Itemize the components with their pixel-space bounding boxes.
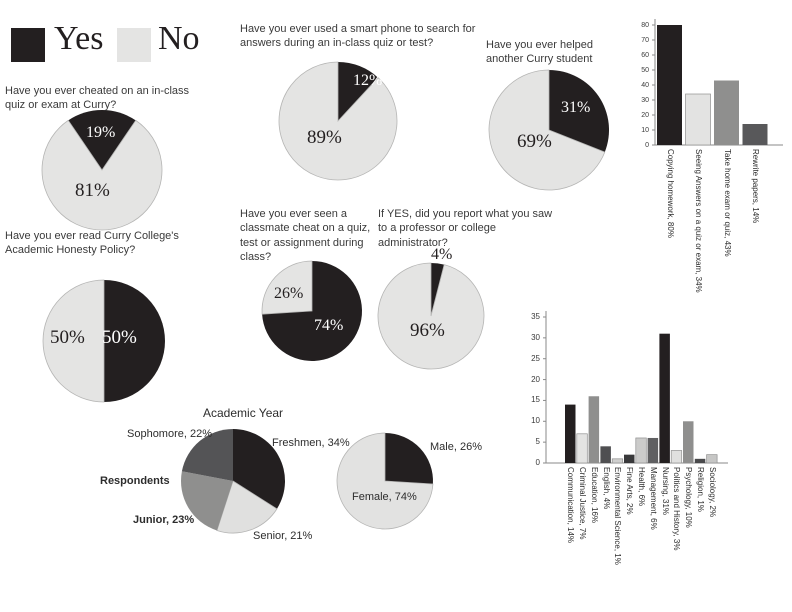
- x-category-label-majors: English, 4%: [601, 467, 611, 510]
- chart-title-seen-cheating: Have you ever seen a classmate cheat on a quiz, test or assignment during class?: [240, 208, 371, 263]
- x-category-label-cheating-methods: Rewrite papers, 14%: [751, 149, 760, 224]
- x-category-label-majors: Management, 6%: [648, 467, 658, 530]
- pie-label-helped-yes: 31%: [561, 99, 591, 116]
- pie-slice-gender-male: [385, 433, 433, 484]
- bar-majors-8: [659, 334, 670, 463]
- y-tick-label-cheating-methods: 60: [641, 51, 649, 59]
- bar-cheating-methods-0: [657, 25, 682, 145]
- chart-title-cheated: Have you ever cheated on an in-class quiz or exam at Curry?: [5, 85, 190, 112]
- legend-yes-swatch: [11, 28, 45, 62]
- y-tick-label-cheating-methods: 0: [645, 141, 649, 149]
- academic-year-title: Academic Year: [203, 406, 284, 420]
- pie-label-reported-yes: 4%: [431, 246, 453, 263]
- y-tick-label-majors: 30: [531, 332, 540, 342]
- y-tick-label-cheating-methods: 30: [641, 96, 649, 104]
- x-category-label-majors: Religion, 1%: [696, 467, 706, 512]
- bar-majors-0: [565, 405, 576, 463]
- chart-title-policy: Have you ever read Curry College's Academic Honesty Policy?: [5, 230, 179, 257]
- pie-label-reported-no: 96%: [410, 320, 445, 341]
- y-tick-label-majors: 5: [535, 437, 540, 447]
- y-tick-label-cheating-methods: 10: [641, 126, 649, 134]
- bar-cheating-methods-3: [743, 124, 768, 145]
- x-category-label-majors: Education, 16%: [589, 467, 599, 524]
- x-category-label-majors: Sociology, 2%: [707, 467, 717, 518]
- pie-label-seen-yes: 74%: [314, 317, 344, 334]
- y-tick-label-cheating-methods: 70: [641, 36, 649, 44]
- pie-label-female: Female, 74%: [352, 491, 417, 503]
- bar-majors-7: [648, 438, 659, 463]
- bar-majors-12: [707, 455, 718, 463]
- bar-majors-3: [600, 446, 611, 463]
- bar-majors-9: [671, 450, 682, 463]
- pie-label-senior: Senior, 21%: [253, 530, 313, 542]
- legend-yes-label: Yes: [54, 20, 104, 57]
- x-category-label-cheating-methods: Seeing Answers on a quiz or exam, 34%: [694, 149, 703, 293]
- pie-label-junior: Junior, 23%: [133, 514, 195, 526]
- y-tick-label-cheating-methods: 40: [641, 81, 649, 89]
- y-tick-label-majors: 20: [531, 374, 540, 384]
- bar-cheating-methods-1: [686, 94, 711, 145]
- y-tick-label-cheating-methods: 20: [641, 111, 649, 119]
- pie-label-smartphone-no: 89%: [307, 127, 342, 148]
- x-category-label-majors: Health, 6%: [637, 467, 647, 507]
- pie-label-cheated-no: 81%: [75, 180, 110, 201]
- y-tick-label-majors: 35: [531, 312, 540, 321]
- bar-majors-5: [624, 455, 635, 463]
- x-category-label-cheating-methods: Copying homework, 80%: [665, 149, 675, 238]
- chart-title-reported: If YES, did you report what you saw to a professor or college administrator?: [378, 208, 553, 249]
- y-tick-label-cheating-methods: 80: [641, 21, 649, 29]
- pie-label-smartphone-yes: 12%: [353, 72, 383, 89]
- x-category-label-majors: Psychology, 10%: [684, 467, 694, 528]
- chart-title-smartphone: Have you ever used a smart phone to search for answers during an in-class quiz or test?: [240, 23, 476, 50]
- bar-majors-1: [577, 434, 588, 463]
- pie-label-freshmen: Freshmen, 34%: [272, 437, 350, 449]
- pie-label-cheated-yes: 19%: [86, 124, 116, 141]
- x-category-label-majors: Nursing, 31%: [660, 467, 670, 516]
- bar-majors-11: [695, 459, 706, 463]
- pie-label-policy-yes: 50%: [102, 327, 137, 348]
- chart-title-helped: Have you ever helped another Curry student: [486, 39, 594, 66]
- y-tick-label-majors: 10: [531, 416, 540, 426]
- respondents-label: Respondents: [100, 475, 170, 487]
- bar-majors-4: [612, 459, 623, 463]
- y-tick-label-majors: 0: [535, 458, 540, 467]
- x-category-label-majors: Communication, 14%: [566, 467, 576, 544]
- y-tick-label-majors: 25: [531, 353, 540, 363]
- pie-label-seen-no: 26%: [274, 285, 304, 302]
- x-category-label-majors: Fine Arts, 2%: [625, 467, 635, 515]
- x-category-label-majors: Criminal Justice, 7%: [578, 467, 588, 540]
- pie-label-male: Male, 26%: [430, 441, 482, 453]
- bar-cheating-methods-2: [714, 81, 739, 146]
- y-tick-label-cheating-methods: 50: [641, 66, 649, 74]
- legend-no-swatch: [117, 28, 151, 62]
- pie-label-helped-no: 69%: [517, 131, 552, 152]
- x-category-label-majors: Politics and History, 3%: [672, 467, 682, 551]
- x-category-label-cheating-methods: Take home exam or quiz, 43%: [722, 149, 732, 257]
- bar-majors-6: [636, 438, 647, 463]
- bar-majors-2: [589, 396, 600, 463]
- legend-no-label: No: [158, 20, 200, 57]
- x-category-label-majors: Environmental Science, 1%: [613, 467, 623, 565]
- pie-label-sophomore: Sophomore, 22%: [127, 428, 212, 440]
- y-tick-label-majors: 15: [531, 395, 540, 405]
- pie-label-policy-no: 50%: [50, 327, 85, 348]
- pie-slice-reported-no: [378, 263, 484, 369]
- bar-majors-10: [683, 421, 694, 463]
